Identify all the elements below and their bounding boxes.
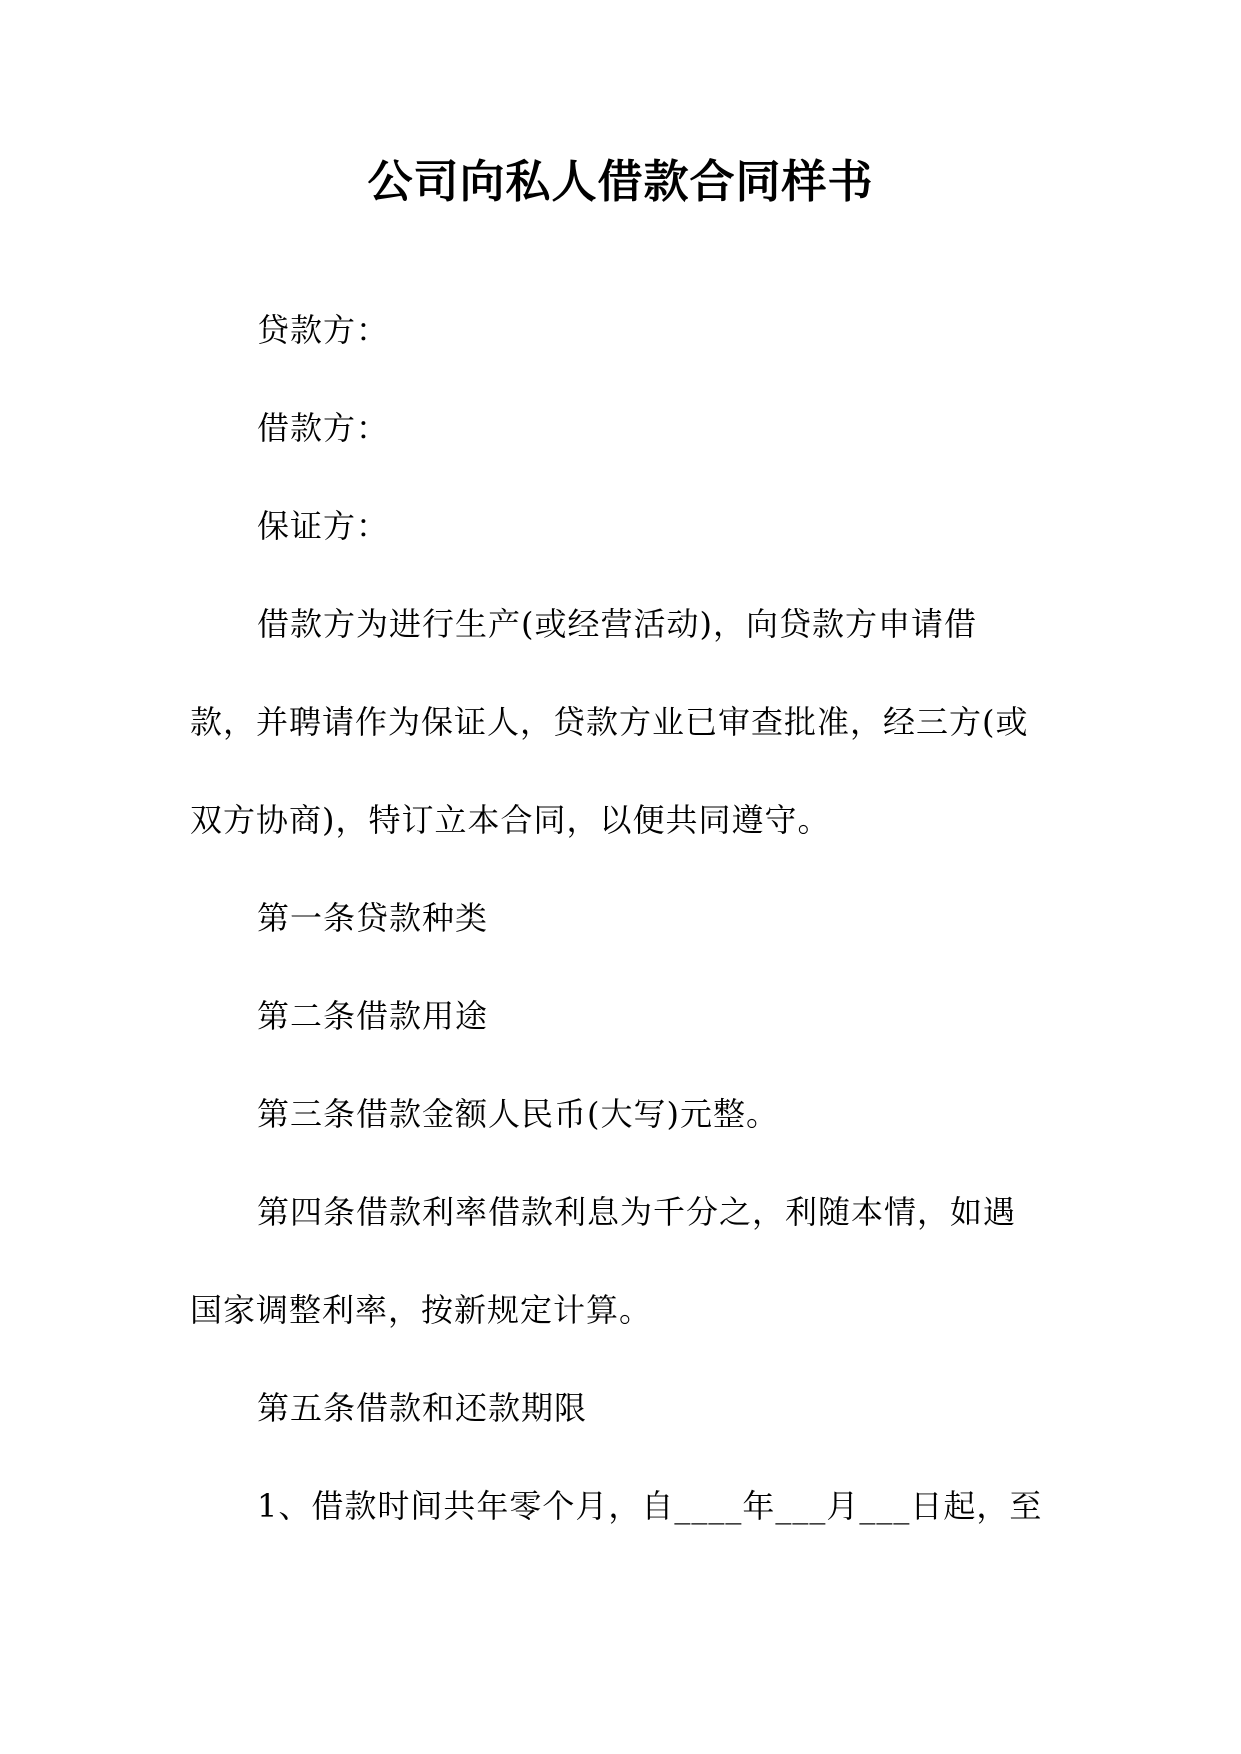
- document-title: 公司向私人借款合同样书: [367, 155, 874, 208]
- preamble-line-2: 款，并聘请作为保证人，贷款方业已审查批准，经三方(或: [190, 703, 1029, 741]
- preamble-line-3: 双方协商)，特订立本合同，以便共同遵守。: [190, 801, 831, 839]
- article-4-line-2: 国家调整利率，按新规定计算。: [190, 1291, 653, 1329]
- article-2: 第二条借款用途: [257, 997, 489, 1035]
- article-1: 第一条贷款种类: [257, 899, 489, 937]
- article-3: 第三条借款金额人民币(大写)元整。: [257, 1095, 779, 1133]
- article-5: 第五条借款和还款期限: [257, 1389, 588, 1427]
- guarantor-label: 保证方：: [257, 507, 390, 545]
- article-4-line-1: 第四条借款利率借款利息为千分之，利随本情，如遇: [257, 1193, 1017, 1231]
- article-5-clause-1: 1、借款时间共年零个月，自____年___月___日起，至: [257, 1487, 1043, 1525]
- lender-label: 贷款方：: [257, 311, 390, 349]
- borrower-label: 借款方：: [257, 409, 390, 447]
- preamble-line-1: 借款方为进行生产(或经营活动)，向贷款方申请借: [257, 605, 977, 643]
